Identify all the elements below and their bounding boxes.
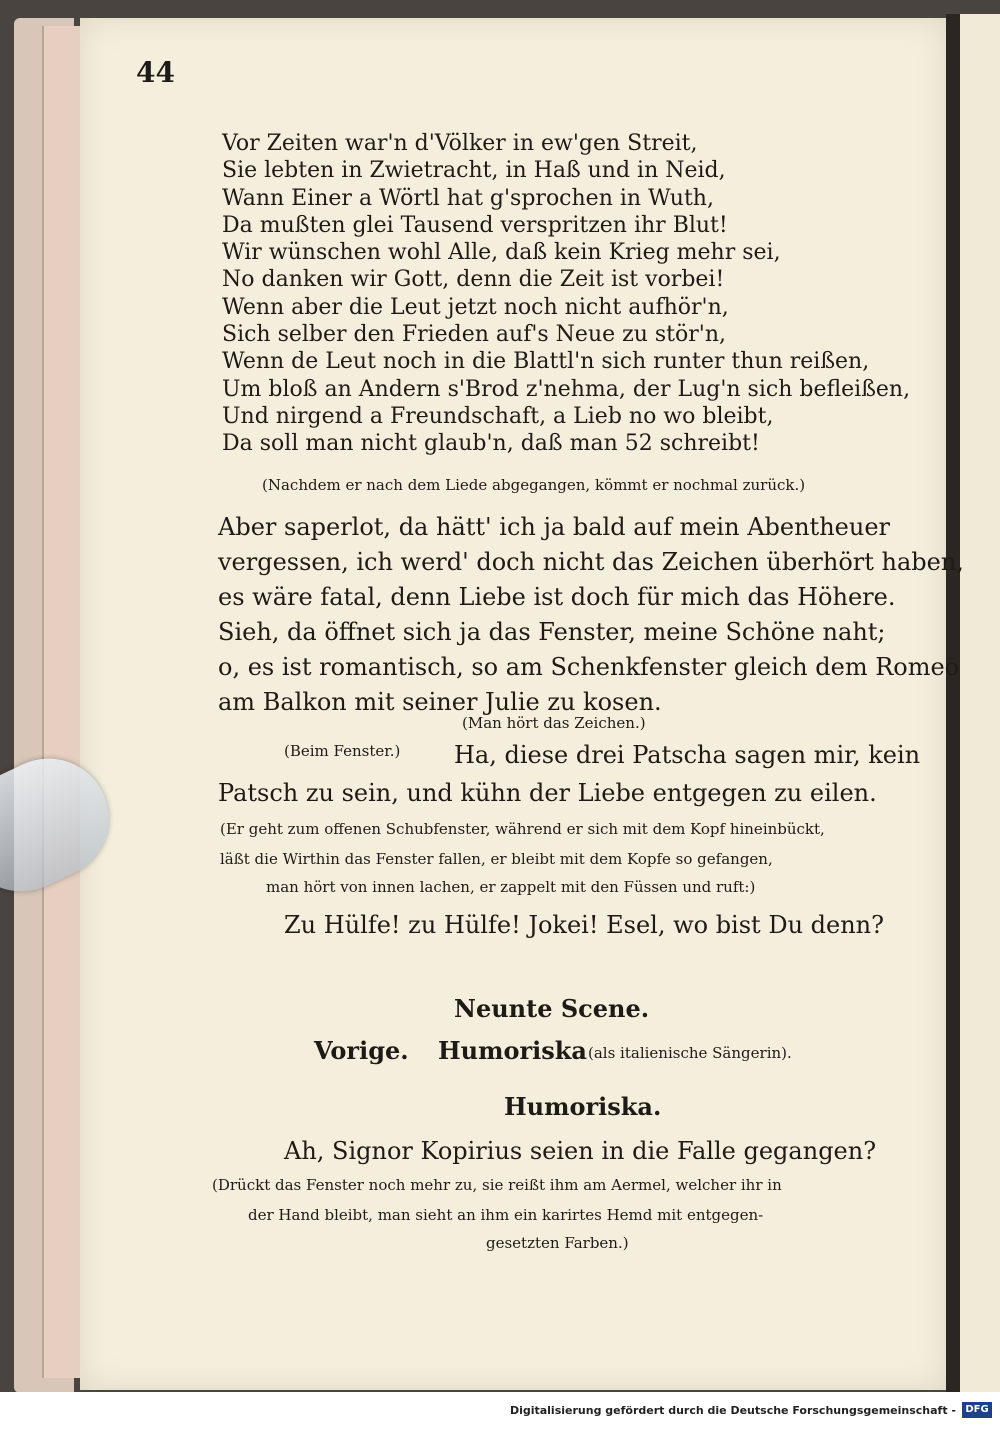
stage-direction: (Beim Fenster.) <box>284 742 401 760</box>
verse-line: Und nirgend a Freundschaft, a Lieb no wo bleibt, <box>222 403 774 429</box>
prose-line: Patsch zu sein, und kühn der Liebe entgegen zu eilen. <box>218 779 877 807</box>
cast-humoriska: Humoriska <box>438 1036 587 1065</box>
verse-line: Wann Einer a Wörtl hat g'sprochen in Wuth, <box>222 185 714 211</box>
page-number: 44 <box>136 56 175 89</box>
speaker-name: Humoriska. <box>504 1092 662 1121</box>
stage-direction: läßt die Wirthin das Fenster fallen, er bleibt mit dem Kopfe so gefangen, <box>220 850 773 868</box>
verse-line: Wir wünschen wohl Alle, daß kein Krieg mehr sei, <box>222 240 781 266</box>
verse-line: Wenn de Leut noch in die Blattl'n sich runter thun reißen, <box>222 349 870 375</box>
prose-line: vergessen, ich werd' doch nicht das Zeichen überhört haben, <box>218 548 964 576</box>
prose-line: Sieh, da öffnet sich ja das Fenster, meine Schöne naht; <box>218 618 886 646</box>
stage-direction: gesetzten Farben.) <box>486 1234 629 1252</box>
stage-direction: (Nachdem er nach dem Liede abgegangen, kömmt er nochmal zurück.) <box>262 476 806 494</box>
stage-direction: (Er geht zum offenen Schubfenster, während er sich mit dem Kopf hineinbückt, <box>220 820 825 838</box>
prose-line: am Balkon mit seiner Julie zu kosen. <box>218 688 662 716</box>
prose-line: o, es ist romantisch, so am Schenkfenster gleich dem Romeo <box>218 653 960 681</box>
verse-block <box>222 130 910 458</box>
book-left-edge <box>42 26 84 1378</box>
verse-line: Sich selber den Frieden auf's Neue zu stör'n, <box>222 322 726 348</box>
footer-credit: Digitalisierung gefördert durch die Deutsche Forschungsgemeinschaft - <box>509 1404 956 1417</box>
verse-line: Wenn aber die Leut jetzt noch nicht aufhör'n, <box>222 294 729 320</box>
verse-line: No danken wir Gott, denn die Zeit ist vorbei! <box>222 267 725 293</box>
verse-line: Vor Zeiten war'n d'Völker in ew'gen Streit, <box>222 131 698 156</box>
prose-line: Aber saperlot, da hätt' ich ja bald auf mein Abentheuer <box>218 513 890 541</box>
book-gutter <box>946 14 960 1392</box>
verse-line: Da mußten glei Tausend verspritzen ihr Blut! <box>222 212 728 238</box>
cast-vorige: Vorige. <box>314 1036 409 1065</box>
stage-direction: (Man hört das Zeichen.) <box>462 714 646 732</box>
prose-line: Ha, diese drei Patscha sagen mir, kein <box>454 741 921 769</box>
verse-line: Sie lebten in Zwietracht, in Haß und in Neid, <box>222 158 726 184</box>
prose-line: Ah, Signor Kopirius seien in die Falle gegangen? <box>284 1137 877 1165</box>
stage-direction: (Drückt das Fenster noch mehr zu, sie reißt ihm am Aermel, welcher ihr in <box>212 1176 782 1194</box>
book-right-page <box>956 14 1000 1392</box>
dfg-logo: DFG <box>962 1402 992 1418</box>
stage-direction: man hört von innen lachen, er zappelt mit den Füssen und ruft:) <box>266 878 756 896</box>
scene-heading: Neunte Scene. <box>454 994 650 1023</box>
verse-line: Um bloß an Andern s'Brod z'nehma, der Lug'n sich befleißen, <box>222 376 911 402</box>
cast-note: (als italienische Sängerin). <box>588 1044 792 1062</box>
prose-line: Zu Hülfe! zu Hülfe! Jokei! Esel, wo bist Du denn? <box>284 911 884 939</box>
stage-direction: der Hand bleibt, man sieht an ihm ein karirtes Hemd mit entgegen- <box>248 1206 764 1224</box>
prose-line: es wäre fatal, denn Liebe ist doch für mich das Höhere. <box>218 583 896 611</box>
verse-line: Da soll man nicht glaub'n, daß man 52 schreibt! <box>222 431 760 457</box>
